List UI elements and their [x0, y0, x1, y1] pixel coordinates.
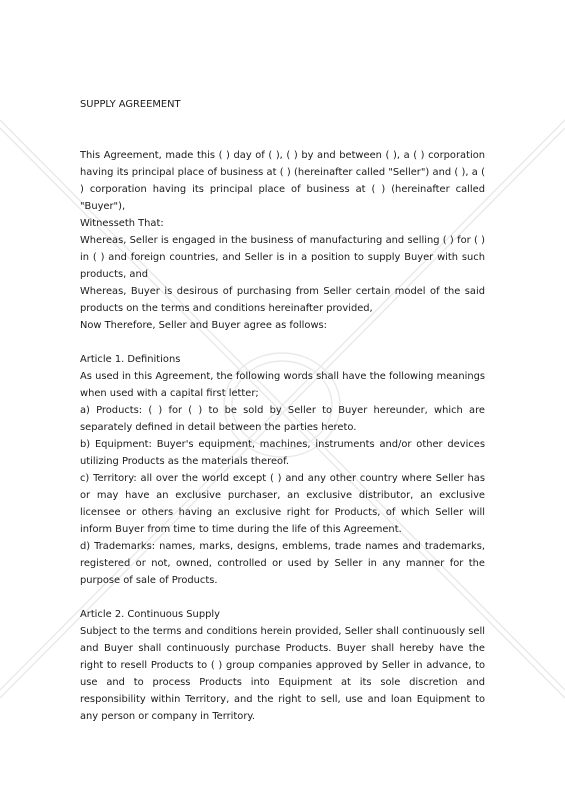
article-1-paragraph: d) Trademarks: names, marks, designs, emblems, trade names and trademarks, registered or not, owned, controlled or used by Seller in any manner for the purpose of sale of Products. [80, 541, 485, 586]
article-2-paragraph: Subject to the terms and conditions herein provided, Seller shall continuously sell and Buyer shall continuously purchase Products. Buyer shall hereby have the right to resell Products to ( ) group companies approved by Seller in advance, to use and to process Products into Equipment at its sole discretion and responsibility within Territory, and the right to sell, use and loan Equipment to any person or company in Territory. [80, 626, 485, 722]
article-1-paragraph: c) Territory: all over the world except ( ) and any other country where Seller has or may have an exclusive purchaser, an exclusive distributor, an exclusive licensee or others having an exclusive right for Products, of which Seller will inform Buyer from time to time during the life of this Agreement. [80, 473, 485, 535]
spacer [80, 334, 485, 351]
preamble-paragraph: Whereas, Buyer is desirous of purchasing from Seller certain model of the said products on the terms and conditions hereinafter provided, [80, 286, 485, 314]
article-1-heading: Article 1. Definitions [80, 354, 181, 365]
preamble-paragraph: Now Therefore, Seller and Buyer agree as follows: [80, 320, 327, 331]
article-1-paragraph: As used in this Agreement, the following words shall have the following meanings when used with a capital first letter; [80, 371, 485, 399]
article-2-heading: Article 2. Continuous Supply [80, 609, 220, 620]
article-1-paragraph: b) Equipment: Buyer's equipment, machines, instruments and/or other devices utilizing Products as the materials thereof. [80, 439, 485, 467]
document-page [80, 96, 485, 725]
document-title: SUPPLY AGREEMENT [80, 99, 181, 110]
spacer [80, 130, 485, 147]
preamble-paragraph: Whereas, Seller is engaged in the business of manufacturing and selling ( ) for ( ) in ( ) and foreign countries, and Seller is in a position to supply Buyer with such products, and [80, 235, 485, 280]
spacer [80, 589, 485, 606]
preamble-paragraph: Witnesseth That: [80, 218, 164, 229]
article-1-paragraph: a) Products: ( ) for ( ) to be sold by Seller to Buyer hereunder, which are separately defined in detail between the parties hereto. [80, 405, 485, 433]
preamble-paragraph: This Agreement, made this ( ) day of ( ), ( ) by and between ( ), a ( ) corporation having its principal place of business at ( ) (hereinafter called "Seller") and ( ), a ( ) corporation having its principal place of business at ( ) (hereinafter called "Buyer"), [80, 150, 485, 212]
